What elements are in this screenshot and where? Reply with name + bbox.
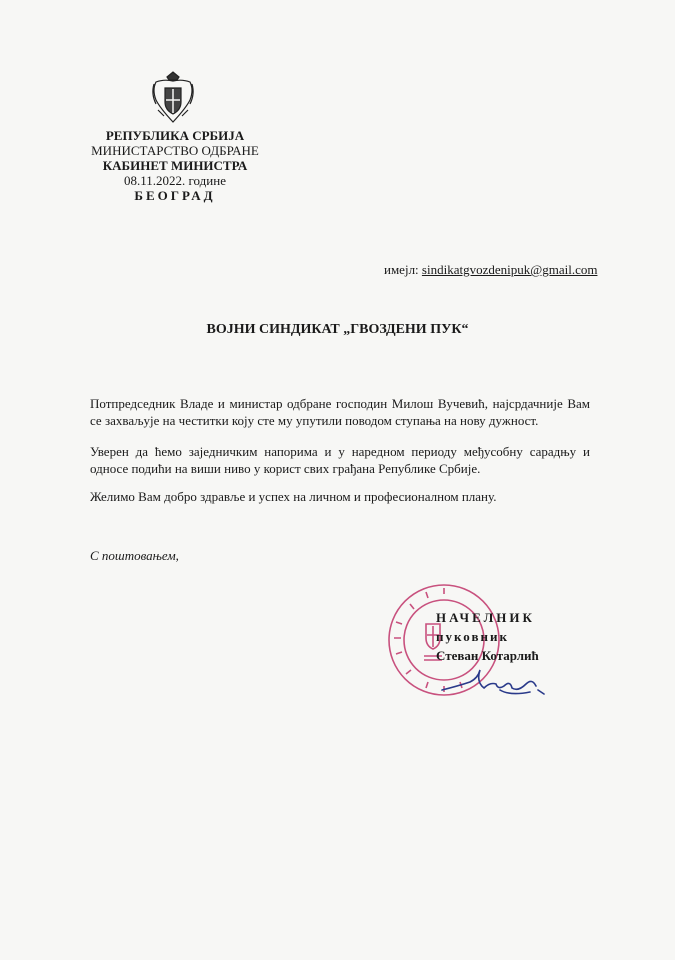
email-address[interactable]: sindikatgvozdenipuk@gmail.com	[421, 262, 598, 277]
city-name: БЕОГРАД	[134, 188, 216, 203]
ministry-name: МИНИСТАРСТВО ОДБРАНЕ	[91, 143, 259, 158]
email-line	[384, 262, 597, 278]
letter-date: 08.11.2022. године	[124, 173, 226, 188]
country-name: РЕПУБЛИКА СРБИЈА	[105, 128, 245, 143]
letterhead	[60, 128, 290, 203]
email-label: имејл:	[384, 262, 419, 277]
handwritten-signature-icon	[440, 660, 550, 700]
signatory-position: НАЧЕЛНИК	[436, 610, 535, 625]
signature-block	[436, 608, 539, 665]
body-paragraph-2: Уверен да ћемо заједничким напорима и у наредном периоду међусобну сарадњу и односе подићи на виши ниво у корист свих грађана Републике Србије.	[90, 444, 590, 476]
closing-salutation: С поштовањем,	[90, 548, 179, 563]
body-paragraph-1: Потпредседник Владе и министар одбране господин Милош Вучевић, најсрдачније Вам се захваљује на честитки коју сте му упутили поводом ступања на нову дужност.	[90, 396, 590, 428]
recipient-title: ВОЈНИ СИНДИКАТ „ГВОЗДЕНИ ПУК“	[206, 322, 469, 337]
coat-of-arms-icon	[150, 70, 196, 126]
body-paragraph-3: Желимо Вам добро здравље и успех на личном и професионалном плану.	[90, 489, 497, 504]
signatory-name: Стеван Котарлић	[436, 648, 539, 663]
cabinet-name: КАБИНЕТ МИНИСТРА	[102, 158, 248, 173]
signatory-rank: пуковник	[436, 629, 509, 644]
